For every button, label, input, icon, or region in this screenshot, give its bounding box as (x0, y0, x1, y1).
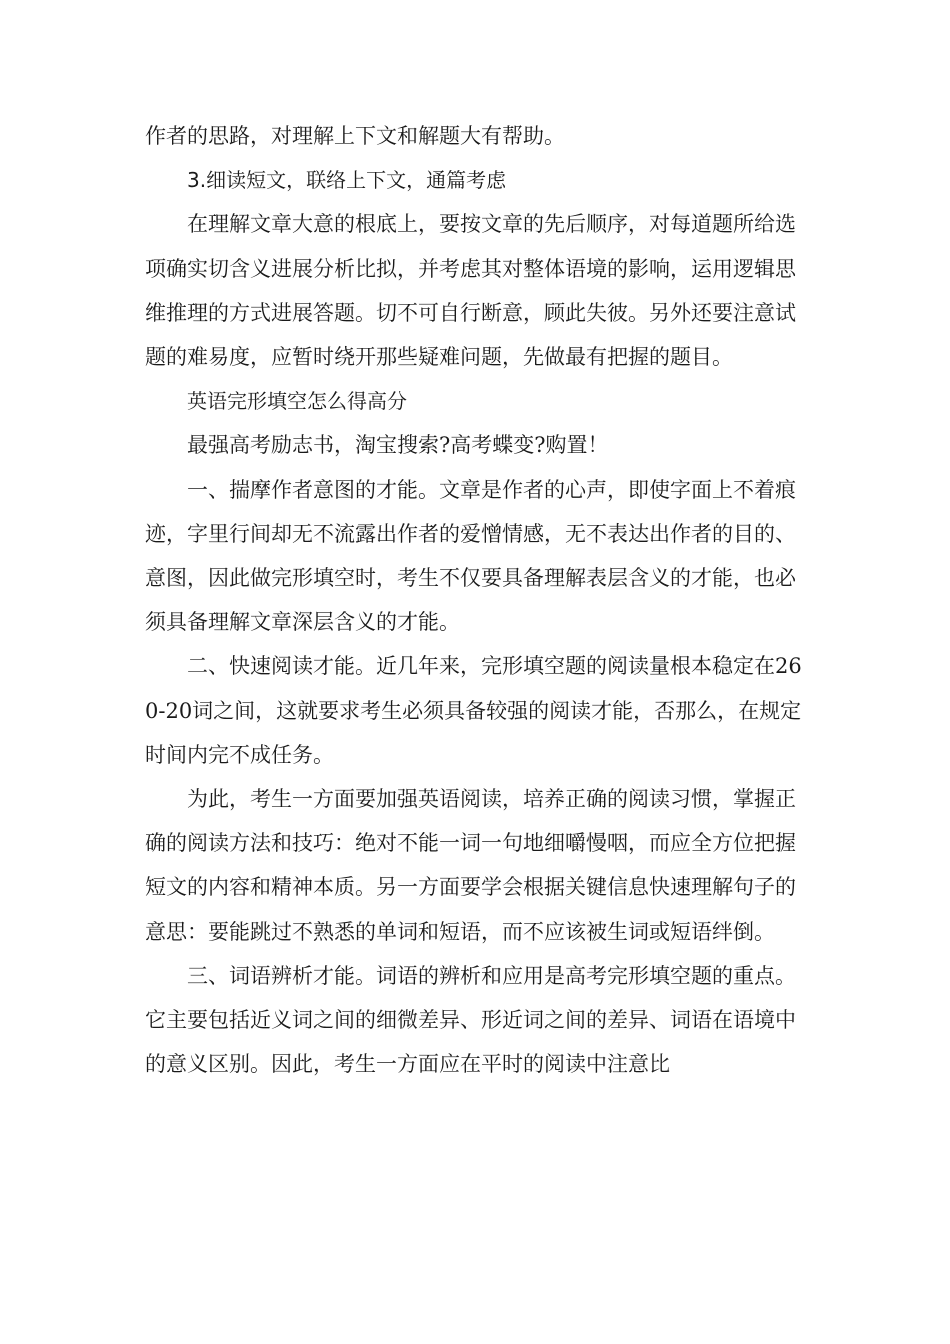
section-heading-3: 3.细读短文，联络上下文，通篇考虑 (187, 168, 507, 193)
paragraph-reading-habits: 为此，考生一方面要加强英语阅读，培养正确的阅读习惯，掌握正确的阅读方法和技巧：绝对不能一词一句地细嚼慢咽，而应全方位把握短文的内容和精神本质。另一方面要学会根据关键信息快速理解句子的意思：要能跳过不熟悉的单词和短语，而不应该被生词或短语绊倒。 (145, 787, 796, 944)
paragraph-continuation: 作者的思路，对理解上下文和解题大有帮助。 (145, 124, 565, 148)
section-heading-cloze: 英语完形填空怎么得高分 (187, 389, 407, 414)
paragraph-word-analysis: 三、词语辨析才能。词语的辨析和应用是高考完形填空题的重点。它主要包括近义词之间的细微差异、形近词之间的差异、词语在语境中的意义区别。因此，考生一方面应在平时的阅读中注意比 (145, 963, 796, 1077)
paragraph-close-reading: 在理解文章大意的根底上，要按文章的先后顺序，对每道题所给选项确实切含义进展分析比拟，并考虑其对整体语境的影响，运用逻辑思维推理的方式进展答题。切不可自行断意，顾此失彼。另外还要注意试题的难易度，应暂时绕开那些疑难问题，先做最有把握的题目。 (145, 212, 796, 370)
paragraph-fast-reading: 二、快速阅读才能。近几年来，完形填空题的阅读量根本稳定在260-20词之间，这就要求考生必须具备较强的阅读才能，否那么，在规定时间内完不成任务。 (145, 654, 802, 767)
paragraph-intent: 一、揣摩作者意图的才能。文章是作者的心声，即使字面上不着痕迹，字里行间却无不流露出作者的爱憎情感，无不表达出作者的目的、意图，因此做完形填空时，考生不仅要具备理解表层含义的才能，也必须具备理解文章深层含义的才能。 (145, 477, 796, 635)
paragraph-promo: 最强高考励志书，淘宝搜索?高考蝶变?购置！ (187, 433, 609, 458)
document-page (145, 114, 810, 1086)
